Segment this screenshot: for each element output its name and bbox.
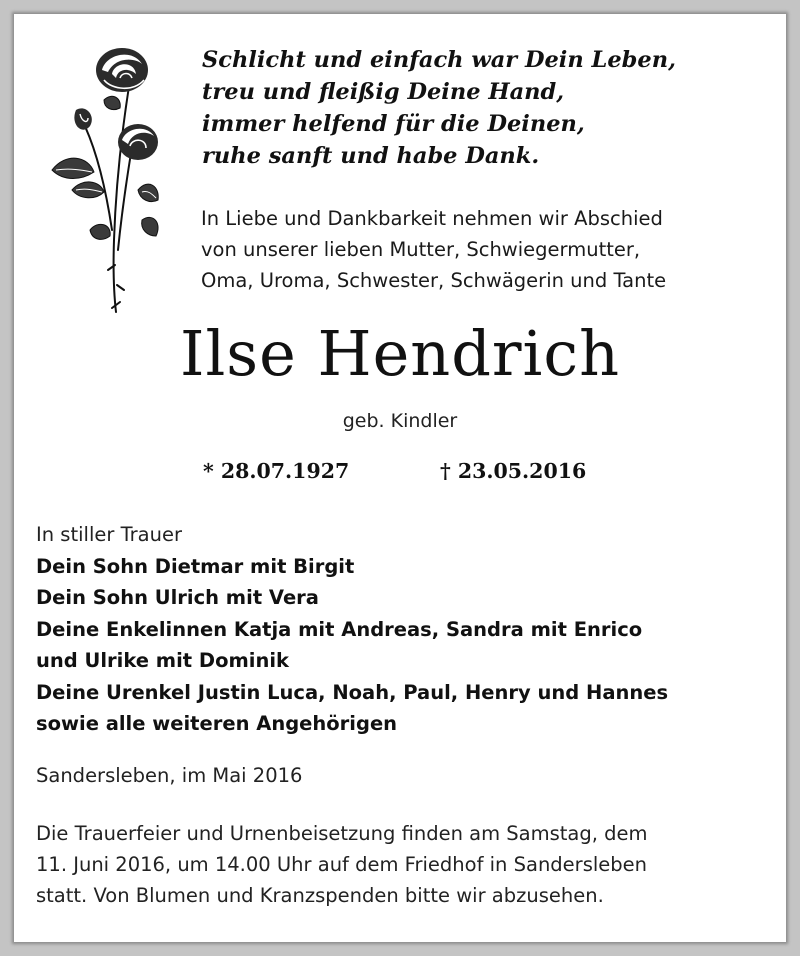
mourner-line: sowie alle weiteren Angehörigen: [36, 712, 398, 735]
mourner-line: Dein Sohn Ulrich mit Vera: [36, 586, 319, 609]
rose-bud: [74, 108, 91, 129]
rose-bloom-top: [96, 48, 148, 92]
death-date: † 23.05.2016: [440, 459, 587, 483]
mourner-line: Dein Sohn Dietmar mit Birgit: [36, 554, 355, 578]
intro-line: In Liebe und Dankbarkeit nehmen wir Abschied: [201, 207, 663, 230]
notice-line: statt. Von Blumen und Kranzspenden bitte wir abzusehen.: [36, 884, 604, 907]
deceased-name: Ilse Hendrich: [179, 317, 621, 390]
mourner-line: Deine Urenkel Justin Luca, Noah, Paul, Henry und Hannes: [36, 680, 669, 704]
rose-bloom-middle: [118, 124, 158, 160]
poem-line: immer helfend für die Deinen,: [202, 111, 585, 137]
obituary-notice: [14, 14, 786, 942]
poem-verse: [202, 44, 676, 172]
birth-date: * 28.07.1927: [203, 459, 350, 483]
farewell-intro: [201, 203, 666, 296]
poem-line: ruhe sanft und habe Dank.: [202, 143, 540, 169]
place-and-date: Sandersleben, im Mai 2016: [36, 764, 303, 787]
rose-illustration-icon: [42, 40, 162, 320]
maiden-name: geb. Kindler: [342, 410, 458, 432]
notice-line: Die Trauerfeier und Urnenbeisetzung finden am Samstag, dem: [36, 822, 648, 845]
mourner-line: und Ulrike mit Dominik: [36, 649, 290, 672]
poem-line: Schlicht und einfach war Dein Leben,: [202, 47, 676, 73]
funeral-notice: [36, 818, 648, 911]
intro-line: Oma, Uroma, Schwester, Schwägerin und Tante: [201, 269, 667, 292]
intro-line: von unserer lieben Mutter, Schwiegermutter,: [201, 238, 641, 261]
mourner-line: Deine Enkelinnen Katja mit Andreas, Sandra mit Enrico: [36, 617, 643, 641]
mourners-list: [36, 519, 668, 740]
poem-line: treu und fleißig Deine Hand,: [202, 79, 565, 105]
mourners-heading: In stiller Trauer: [36, 523, 182, 546]
notice-line: 11. Juni 2016, um 14.00 Uhr auf dem Friedhof in Sandersleben: [36, 853, 648, 876]
